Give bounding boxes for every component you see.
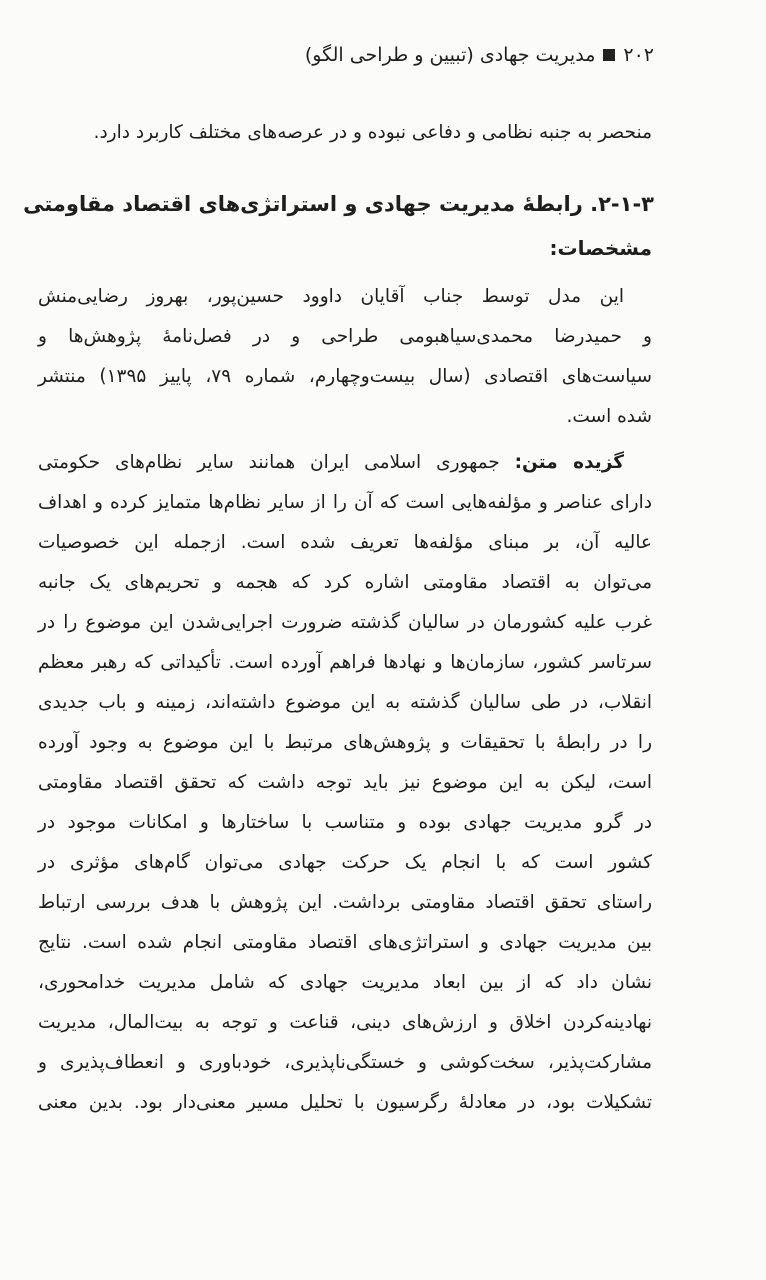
excerpt-line: را در رابطهٔ با تحقیقات و پژوهش‌های مرتبط با این موضوع به وجود آورده	[38, 732, 652, 753]
specs-line: این مدل توسط جناب آقایان داوود حسین‌پور، بهروز رضایی‌منش	[38, 286, 624, 307]
specs-line: سیاست‌های اقتصادی (سال بیست‌وچهارم، شماره ۷۹، پاییز ۱۳۹۵) منتشر	[38, 366, 652, 387]
excerpt-line: تشکیلات بود، در معادلهٔ رگرسیون با تحلیل مسیر معنی‌دار بود. بدین معنی	[38, 1092, 652, 1113]
book-title: مدیریت جهادی (تبیین و طراحی الگو)	[304, 44, 596, 66]
specs-line: شده است.	[566, 406, 652, 427]
excerpt-line: جمهوری اسلامی ایران همانند سایر نظام‌های حکومتی	[38, 452, 515, 473]
excerpt-line: مشارکت‌پذیر، سخت‌کوشی و خستگی‌ناپذیری، خودباوری و انعطاف‌پذیری و	[38, 1052, 652, 1073]
excerpt-first-line	[38, 448, 624, 478]
excerpt-label: گزیده متن:	[514, 452, 624, 473]
excerpt-line: نهادینه‌کردن اخلاق و ارزش‌های دینی، قناعت و توجه به بیت‌المال، مدیریت	[38, 1012, 652, 1033]
page-number: ۲۰۲	[623, 44, 654, 66]
excerpt-line: در گرو مدیریت جهادی بوده و متناسب با ساختارها و امکانات موجود در	[38, 812, 652, 833]
excerpt-line: عالیه آن، بر مبنای مؤلفه‌ها تعریف شده است. ازجمله این خصوصیات	[38, 532, 652, 553]
running-head	[305, 44, 654, 66]
specs-label: مشخصات:	[549, 236, 652, 260]
excerpt-line: انقلاب، در طی سالیان گذشته به این موضوع داشته‌اند، زمینه و باب جدیدی	[38, 692, 652, 713]
square-bullet-icon	[603, 49, 615, 61]
excerpt-line: است، لیکن به این موضوع نیز باید توجه داشت که تحقق اقتصاد مقاومتی	[38, 772, 652, 793]
excerpt-line: راستای تحقق اقتصاد مقاومتی برداشت. این پژوهش با هدف بررسی ارتباط	[38, 892, 652, 913]
excerpt-line: می‌توان به اقتصاد مقاومتی اشاره کرد که هجمه و تحریم‌های یک جانبه	[38, 572, 652, 593]
excerpt-line: دارای عناصر و مؤلفه‌هایی است که آن را از سایر نظام‌ها متمایز کرده و اهداف	[38, 492, 652, 513]
excerpt-line: سرتاسر کشور، سازمان‌ها و نهادها فراهم آورده است. تأکیداتی که رهبر معظم	[38, 652, 652, 673]
excerpt-line: بین مدیریت جهادی و استراتژی‌های اقتصاد مقاومتی انجام شده است. نتایج	[38, 932, 652, 953]
specs-line: و حمیدرضا محمدی‌سیاهبومی طراحی و در فصل‌نامهٔ پژوهش‌ها و	[38, 326, 652, 347]
excerpt-line: کشور است که با انجام یک حرکت جهادی می‌توان گام‌های مؤثری در	[38, 852, 652, 873]
section-heading: ۲-۱-۳. رابطهٔ مدیریت جهادی و استراتژی‌های اقتصاد مقاومتی	[23, 192, 654, 216]
intro-line: منحصر به جنبه نظامی و دفاعی نبوده و در عرصه‌های مختلف کاربرد دارد.	[93, 122, 652, 143]
excerpt-line: نشان داد که از بین ابعاد مدیریت جهادی که شامل مدیریت خدامحوری،	[38, 972, 652, 993]
excerpt-line: غرب علیه کشورمان در سالیان گذشته ضرورت اجرایی‌شدن این موضوع را در	[38, 612, 652, 633]
